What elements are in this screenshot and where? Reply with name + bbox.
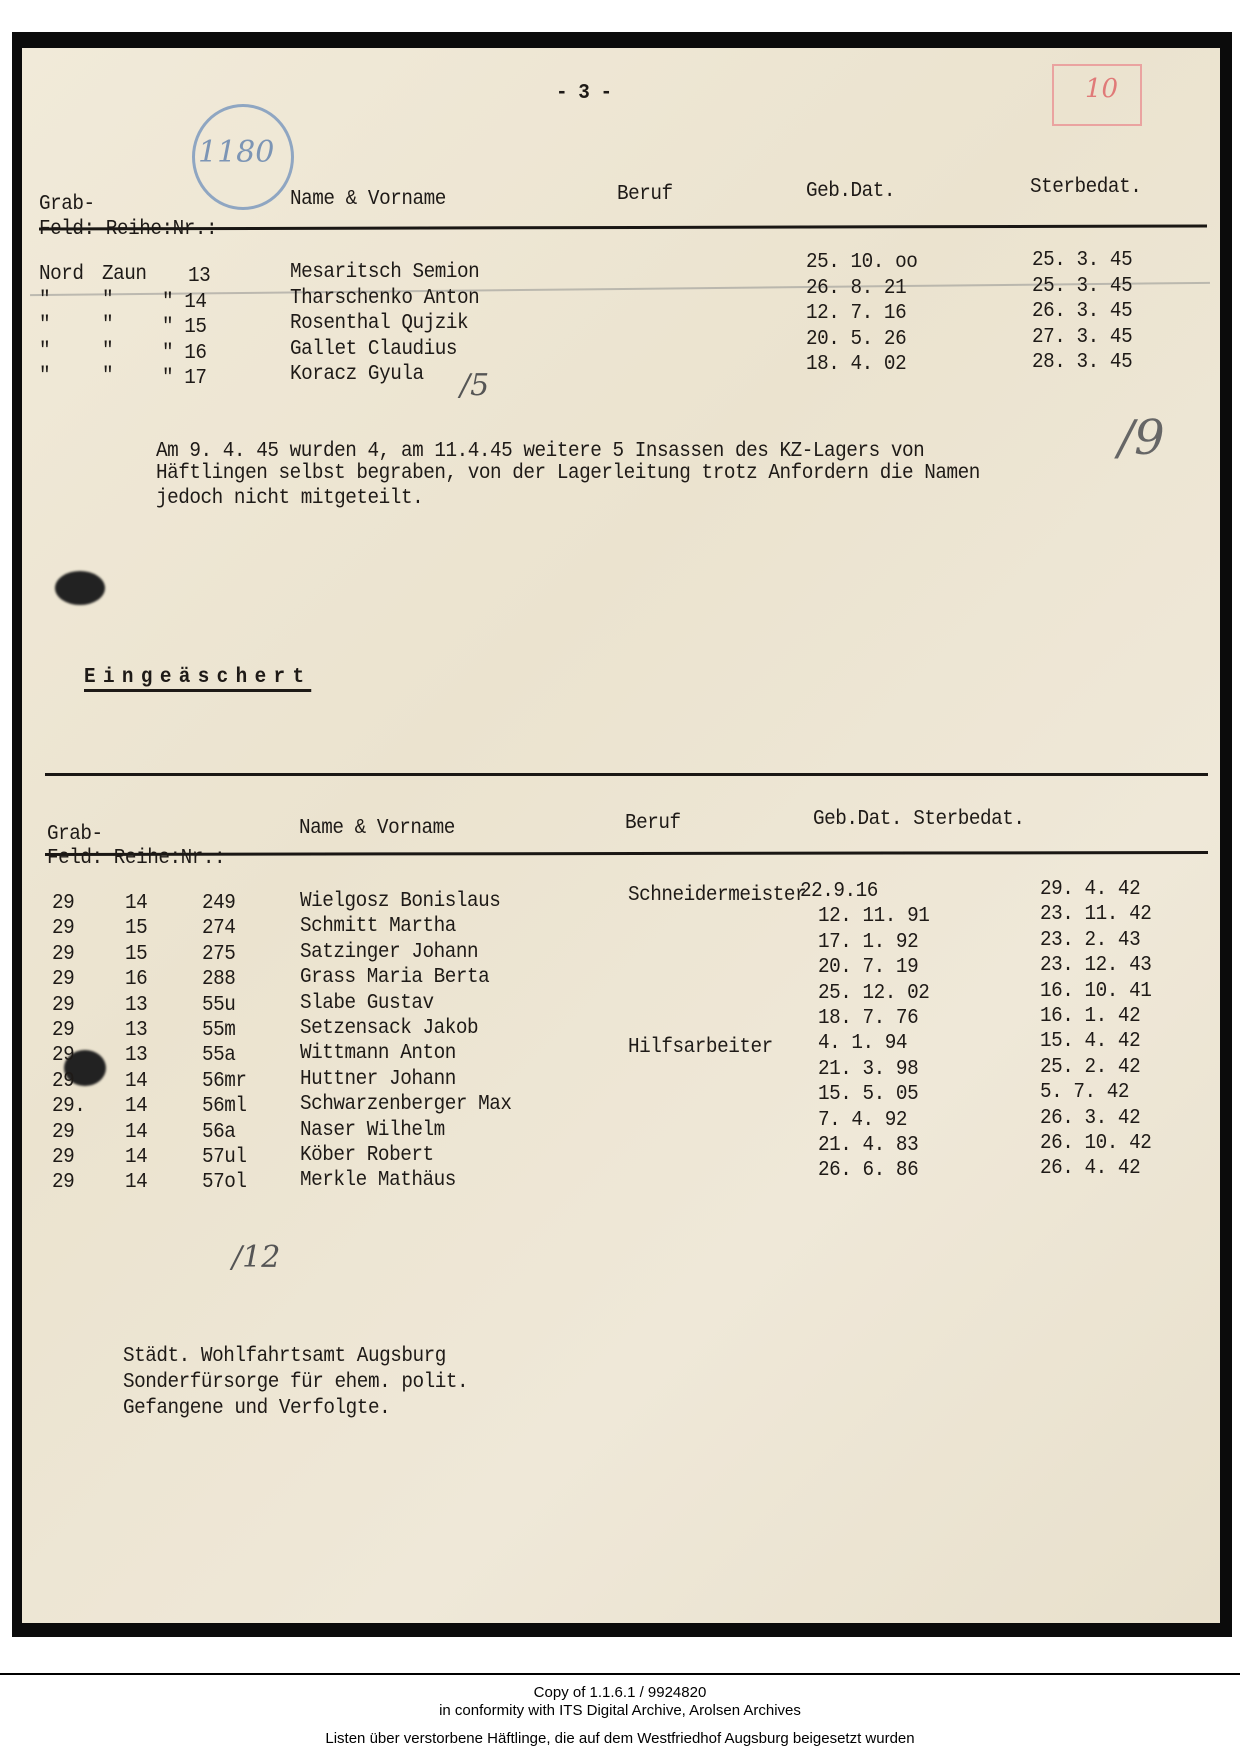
- note-line: Am 9. 4. 45 wurden 4, am 11.4.45 weitere 5 Insassen des KZ-Lagers von: [156, 440, 925, 463]
- cell-name: Mesaritsch Semion: [290, 261, 480, 284]
- cell-reihe: 13: [125, 993, 148, 1017]
- cell-reihe: ": [102, 339, 114, 363]
- cell-nr: 57ul: [202, 1146, 247, 1169]
- header-grab: Grab-: [47, 823, 103, 846]
- note-line: Häftlingen selbst begraben, von der Lagerleitung trotz Anfordern die Namen: [156, 462, 980, 485]
- cell-geb-dat: 21. 4. 83: [818, 1134, 919, 1157]
- cell-geb-dat: 4. 1. 94: [818, 1032, 908, 1056]
- cell-feld: 29: [52, 1146, 75, 1169]
- section-title-eingeaeschert: Eingeäschert: [84, 666, 311, 692]
- cell-geb-dat: 26. 6. 86: [818, 1159, 919, 1183]
- handwritten-mark-12: /12: [232, 1240, 281, 1275]
- cell-nr: 13: [188, 265, 211, 288]
- cell-feld: ": [39, 365, 51, 388]
- page-number: - 3 -: [556, 82, 612, 105]
- cell-beruf: Schneidermeister: [628, 884, 807, 907]
- cell-name: Naser Wilhelm: [300, 1118, 445, 1142]
- cell-geb-dat: 12. 11. 91: [818, 905, 930, 929]
- cell-geb-dat: 21. 3. 98: [818, 1057, 919, 1081]
- cell-name: Merkle Mathäus: [300, 1169, 456, 1193]
- header-name: Name & Vorname: [290, 188, 446, 211]
- cell-name: Slabe Gustav: [300, 991, 434, 1015]
- cell-feld: ": [39, 314, 51, 337]
- cell-name: Wielgosz Bonislaus: [300, 890, 501, 913]
- cell-geb-dat: 15. 5. 05: [818, 1083, 919, 1107]
- ink-blot: [55, 571, 105, 605]
- cell-name: Setzensack Jakob: [300, 1017, 479, 1040]
- cell-feld: 29: [52, 917, 75, 941]
- cell-sterbedat: 27. 3. 45: [1032, 325, 1133, 349]
- cell-sterbedat: 23. 11. 42: [1040, 903, 1152, 927]
- cell-reihe: 13: [125, 1019, 148, 1042]
- cell-nr: 55a: [202, 1044, 236, 1068]
- cell-geb-dat: 7. 4. 92: [818, 1108, 908, 1132]
- footer-divider: [0, 1673, 1240, 1675]
- cell-reihe: 14: [125, 1146, 148, 1169]
- cell-nr: 56a: [202, 1120, 236, 1144]
- cell-nr: 57ol: [202, 1171, 247, 1195]
- blue-stamp-number: 1180: [198, 135, 275, 170]
- cell-name: Schwarzenberger Max: [300, 1093, 512, 1117]
- cell-sterbedat: 15. 4. 42: [1040, 1030, 1141, 1054]
- cell-name: Gallet Claudius: [290, 337, 458, 361]
- cell-nr: 55u: [202, 993, 236, 1017]
- cell-sterbedat: 26. 3. 42: [1040, 1106, 1141, 1130]
- cell-feld: 29: [52, 892, 75, 915]
- cell-nr: " 14: [162, 290, 207, 314]
- cell-name: Satzinger Johann: [300, 940, 479, 964]
- cell-geb-dat: 20. 7. 19: [818, 956, 919, 980]
- cell-name: Schmitt Martha: [300, 915, 456, 939]
- cell-geb-dat: 17. 1. 92: [818, 930, 919, 954]
- cell-name: Grass Maria Berta: [300, 966, 490, 990]
- header-beruf: Beruf: [625, 812, 681, 835]
- footer-copy-line: Copy of 1.1.6.1 / 9924820: [533, 1684, 707, 1701]
- cell-reihe: ": [102, 365, 114, 388]
- cell-name: Köber Robert: [300, 1144, 434, 1167]
- cell-sterbedat: 5. 7. 42: [1040, 1081, 1130, 1105]
- cell-reihe: 14: [125, 1120, 148, 1144]
- cell-geb-dat: 26. 8. 21: [806, 276, 907, 300]
- cell-reihe: ": [102, 314, 114, 337]
- cell-feld: 29: [52, 1019, 75, 1042]
- header-grab: Grab-: [39, 193, 95, 216]
- cell-reihe: 15: [125, 942, 148, 966]
- cell-geb-dat: 18. 4. 02: [806, 353, 907, 376]
- header-geb-dat: Geb.Dat.: [806, 180, 896, 203]
- cell-feld: 29: [52, 968, 75, 992]
- cell-geb-dat: 18. 7. 76: [818, 1007, 919, 1030]
- cell-feld: 29: [52, 1069, 75, 1093]
- footer-collection-title: Listen über verstorbene Häftlinge, die auf dem Westfriedhof Augsburg beigesetzt wurden: [325, 1730, 915, 1747]
- cell-reihe: 14: [125, 892, 148, 915]
- handwritten-mark-5: /5: [460, 368, 490, 403]
- cell-name: Wittmann Anton: [300, 1042, 456, 1066]
- cell-feld: Nord: [39, 263, 84, 286]
- cell-sterbedat: 25. 3. 45: [1032, 249, 1133, 272]
- cell-sterbedat: 23. 12. 43: [1040, 954, 1152, 978]
- cell-geb-dat: 25. 12. 02: [818, 981, 930, 1005]
- cell-nr: 275: [202, 942, 236, 966]
- cell-feld: 29: [52, 1120, 75, 1144]
- cell-geb-dat: 20. 5. 26: [806, 327, 907, 351]
- cell-name: Rosenthal Qujzik: [290, 312, 469, 335]
- cell-nr: " 16: [162, 341, 207, 365]
- cell-sterbedat: 25. 3. 45: [1032, 274, 1133, 298]
- cell-feld: 29: [52, 1044, 75, 1068]
- cell-sterbedat: 16. 10. 41: [1040, 979, 1152, 1003]
- cell-feld: ": [39, 288, 51, 312]
- cell-feld: 29: [52, 942, 75, 966]
- cell-reihe: Zaun: [102, 263, 147, 286]
- cell-sterbedat: 26. 10. 42: [1040, 1132, 1152, 1155]
- header-sterbedat: Sterbedat.: [1030, 176, 1142, 199]
- cell-nr: 288: [202, 968, 236, 992]
- footer-conformity-line: in conformity with ITS Digital Archive, Arolsen Archives: [439, 1702, 801, 1719]
- cell-geb-dat: 25. 10. oo: [806, 251, 918, 274]
- table2-top-rule: [45, 773, 1208, 776]
- cell-name: Huttner Johann: [300, 1067, 456, 1091]
- cell-nr: 274: [202, 917, 236, 941]
- cell-sterbedat: 23. 2. 43: [1040, 928, 1141, 952]
- cell-reihe: ": [102, 288, 114, 312]
- cell-reihe: 14: [125, 1069, 148, 1093]
- cell-nr: " 15: [162, 316, 207, 339]
- cell-feld: ": [39, 339, 51, 363]
- cell-feld: 29: [52, 1171, 75, 1195]
- cell-name: Koracz Gyula: [290, 363, 424, 386]
- cell-sterbedat: 28. 3. 45: [1032, 351, 1133, 374]
- cell-feld: 29.: [52, 1095, 86, 1119]
- cell-reihe: 13: [125, 1044, 148, 1068]
- cell-nr: " 17: [162, 367, 207, 390]
- issuer-line: Gefangene und Verfolgte.: [123, 1397, 391, 1420]
- issuer-line: Städt. Wohlfahrtsamt Augsburg: [123, 1345, 446, 1368]
- handwritten-mark-9: /9: [1118, 410, 1165, 466]
- cell-sterbedat: 29. 4. 42: [1040, 878, 1141, 901]
- cell-sterbedat: 25. 2. 42: [1040, 1055, 1141, 1079]
- cell-sterbedat: 16. 1. 42: [1040, 1005, 1141, 1028]
- cell-geb-dat: 12. 7. 16: [806, 302, 907, 325]
- header-geb-sterbedat: Geb.Dat. Sterbedat.: [813, 808, 1025, 831]
- cell-nr: 56ml: [202, 1095, 247, 1119]
- cell-reihe: 15: [125, 917, 148, 941]
- header-feld-reihe-nr: Feld: Reihe:Nr.:: [47, 847, 226, 870]
- header-name: Name & Vorname: [299, 817, 455, 840]
- cell-nr: 249: [202, 892, 236, 915]
- cell-beruf: Hilfsarbeiter: [628, 1036, 773, 1060]
- cell-geb-dat: 22.9.16: [800, 880, 878, 903]
- cell-nr: 55m: [202, 1019, 236, 1042]
- cell-reihe: 16: [125, 968, 148, 992]
- header-feld-reihe-nr: Feld: Reihe:Nr.:: [39, 218, 218, 241]
- cell-name: Tharschenko Anton: [290, 286, 480, 310]
- cell-sterbedat: 26. 3. 45: [1032, 300, 1133, 323]
- cell-reihe: 14: [125, 1171, 148, 1195]
- cell-sterbedat: 26. 4. 42: [1040, 1157, 1141, 1181]
- red-stamp-number: 10: [1085, 74, 1119, 104]
- issuer-line: Sonderfürsorge für ehem. polit.: [123, 1371, 469, 1394]
- cell-reihe: 14: [125, 1095, 148, 1119]
- header-beruf: Beruf: [617, 183, 673, 206]
- note-line: jedoch nicht mitgeteilt.: [156, 487, 424, 510]
- cell-feld: 29: [52, 993, 75, 1017]
- cell-nr: 56mr: [202, 1069, 247, 1093]
